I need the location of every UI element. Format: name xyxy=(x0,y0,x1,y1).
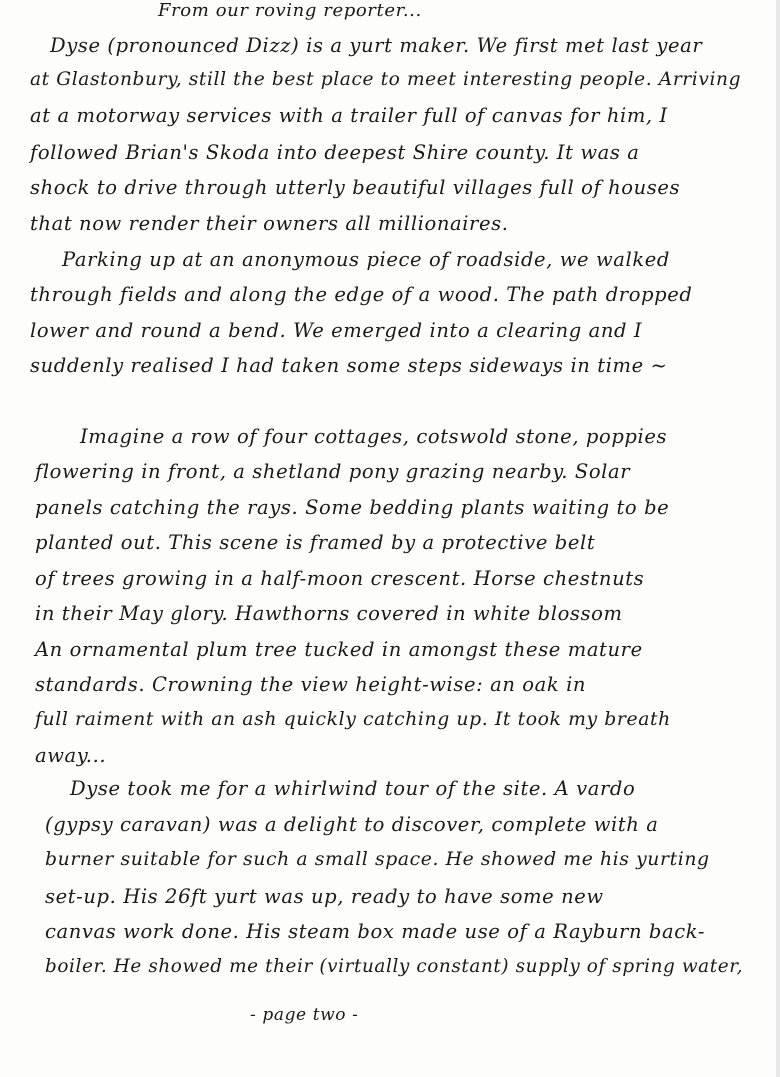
text-line: Dyse (pronounced Dizz) is a yurt maker. We first met last year xyxy=(50,34,703,57)
text-line: panels catching the rays. Some bedding plants waiting to be xyxy=(35,496,670,519)
text-line: Parking up at an anonymous piece of roadside, we walked xyxy=(62,248,670,271)
text-line: set-up. His 26ft yurt was up, ready to have some new xyxy=(45,885,604,908)
text-line: in their May glory. Hawthorns covered in white blossom xyxy=(35,602,623,625)
text-line: boiler. He showed me their (virtually constant) supply of spring water, xyxy=(45,956,744,977)
text-line: of trees growing in a half-moon crescent. Horse chestnuts xyxy=(35,567,645,590)
text-line: burner suitable for such a small space. He showed me his yurting xyxy=(45,849,710,870)
text-line: Dyse took me for a whirlwind tour of the site. A vardo xyxy=(70,777,636,800)
text-line: away... xyxy=(35,744,107,767)
text-line: followed Brian's Skoda into deepest Shire county. It was a xyxy=(30,141,640,164)
text-line: at a motorway services with a trailer full of canvas for him, I xyxy=(30,104,668,127)
text-line: flowering in front, a shetland pony grazing nearby. Solar xyxy=(35,460,631,483)
text-line: suddenly realised I had taken some steps sideways in time ~ xyxy=(30,354,668,377)
text-line: planted out. This scene is framed by a protective belt xyxy=(35,531,596,554)
text-line: lower and round a bend. We emerged into a clearing and I xyxy=(30,319,643,342)
heading: From our roving reporter... xyxy=(158,0,422,21)
text-line: Imagine a row of four cottages, cotswold stone, poppies xyxy=(80,425,668,448)
text-line: standards. Crowning the view height-wise: an oak in xyxy=(35,673,587,696)
text-line: full raiment with an ash quickly catching up. It took my breath xyxy=(35,709,671,730)
text-line: An ornamental plum tree tucked in amongst these mature xyxy=(35,638,643,661)
text-line: that now render their owners all millionaires. xyxy=(30,212,509,235)
text-line: at Glastonbury, still the best place to meet interesting people. Arriving xyxy=(30,69,742,90)
text-line: (gypsy caravan) was a delight to discover, complete with a xyxy=(45,813,659,836)
text-line: shock to drive through utterly beautiful villages full of houses xyxy=(30,176,681,199)
text-line: canvas work done. His steam box made use of a Rayburn back- xyxy=(45,920,706,943)
text-line: through fields and along the edge of a wood. The path dropped xyxy=(30,283,693,306)
page-number: - page two - xyxy=(250,1005,359,1025)
